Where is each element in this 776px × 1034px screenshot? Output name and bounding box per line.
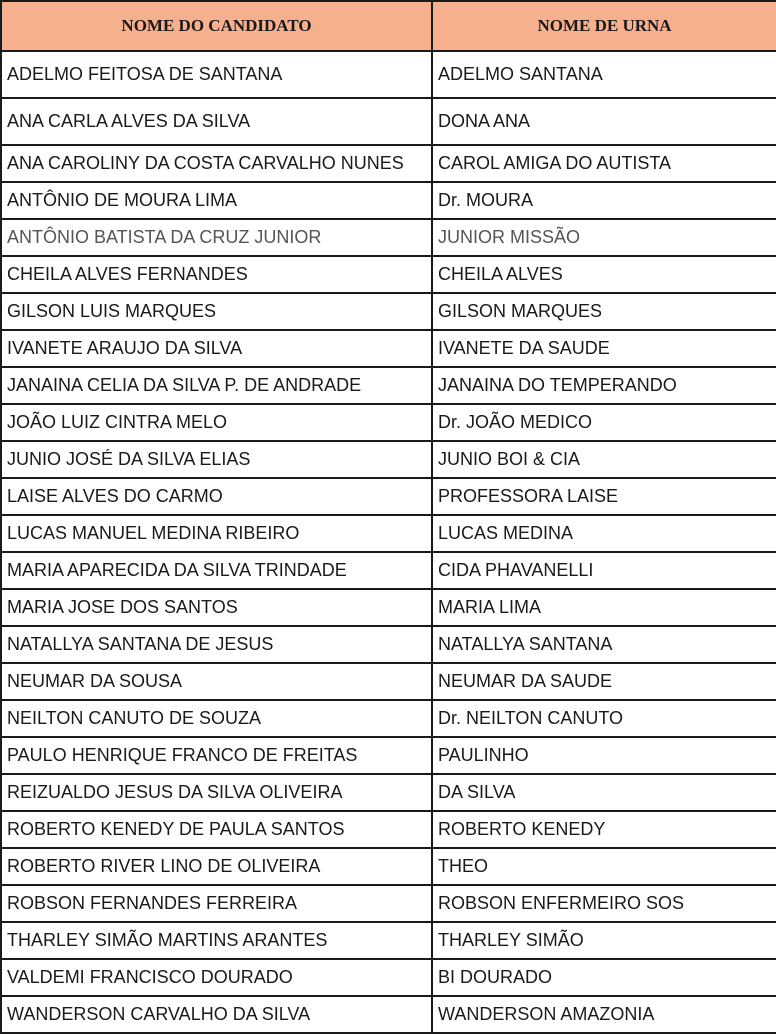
table-row [1, 219, 776, 256]
ballot-name-cell: THARLEY SIMÃO [432, 922, 776, 959]
candidate-name-cell: NEUMAR DA SOUSA [1, 663, 432, 700]
ballot-name-cell: ROBSON ENFERMEIRO SOS [432, 885, 776, 922]
candidate-name-cell: VALDEMI FRANCISCO DOURADO [1, 959, 432, 996]
table-row [1, 959, 776, 996]
candidate-name-cell: JUNIO JOSÉ DA SILVA ELIAS [1, 441, 432, 478]
table-row [1, 996, 776, 1033]
candidate-name-cell: WANDERSON CARVALHO DA SILVA [1, 996, 432, 1033]
candidate-name-cell: NATALLYA SANTANA DE JESUS [1, 626, 432, 663]
candidate-name-cell: THARLEY SIMÃO MARTINS ARANTES [1, 922, 432, 959]
table-row [1, 330, 776, 367]
ballot-name-cell: MARIA LIMA [432, 589, 776, 626]
table-row [1, 885, 776, 922]
table-row [1, 367, 776, 404]
ballot-name-cell: NEUMAR DA SAUDE [432, 663, 776, 700]
candidate-name-cell: LAISE ALVES DO CARMO [1, 478, 432, 515]
ballot-name-cell: CHEILA ALVES [432, 256, 776, 293]
candidate-name-cell: ROBERTO KENEDY DE PAULA SANTOS [1, 811, 432, 848]
table-row [1, 515, 776, 552]
ballot-name-cell: WANDERSON AMAZONIA [432, 996, 776, 1033]
candidate-name-cell: IVANETE ARAUJO DA SILVA [1, 330, 432, 367]
candidate-name-cell: ANTÔNIO DE MOURA LIMA [1, 182, 432, 219]
candidate-name-cell: MARIA APARECIDA DA SILVA TRINDADE [1, 552, 432, 589]
ballot-name-cell: LUCAS MEDINA [432, 515, 776, 552]
candidate-name-cell: REIZUALDO JESUS DA SILVA OLIVEIRA [1, 774, 432, 811]
table-row [1, 145, 776, 182]
candidate-name-cell: LUCAS MANUEL MEDINA RIBEIRO [1, 515, 432, 552]
table-row [1, 182, 776, 219]
candidate-name-cell: JANAINA CELIA DA SILVA P. DE ANDRADE [1, 367, 432, 404]
ballot-name-cell: IVANETE DA SAUDE [432, 330, 776, 367]
ballot-name-cell: CAROL AMIGA DO AUTISTA [432, 145, 776, 182]
table-row [1, 626, 776, 663]
candidate-name-cell: ANA CAROLINY DA COSTA CARVALHO NUNES [1, 145, 432, 182]
table-row [1, 811, 776, 848]
ballot-name-cell: DA SILVA [432, 774, 776, 811]
ballot-name-cell: Dr. JOÃO MEDICO [432, 404, 776, 441]
table-row [1, 98, 776, 145]
table-row [1, 552, 776, 589]
ballot-name-cell: ADELMO SANTANA [432, 51, 776, 98]
ballot-name-cell: NATALLYA SANTANA [432, 626, 776, 663]
candidate-name-cell: ROBSON FERNANDES FERREIRA [1, 885, 432, 922]
ballot-name-cell: PROFESSORA LAISE [432, 478, 776, 515]
candidate-name-cell: CHEILA ALVES FERNANDES [1, 256, 432, 293]
ballot-name-cell: PAULINHO [432, 737, 776, 774]
ballot-name-cell: GILSON MARQUES [432, 293, 776, 330]
table-row [1, 922, 776, 959]
candidate-name-cell: JOÃO LUIZ CINTRA MELO [1, 404, 432, 441]
table-row [1, 293, 776, 330]
ballot-name-cell: Dr. MOURA [432, 182, 776, 219]
table-row [1, 700, 776, 737]
ballot-name-cell: JUNIO BOI & CIA [432, 441, 776, 478]
header-candidate-name: NOME DO CANDIDATO [1, 1, 432, 51]
ballot-name-cell: ROBERTO KENEDY [432, 811, 776, 848]
header-ballot-name: NOME DE URNA [432, 1, 776, 51]
ballot-name-cell: JUNIOR MISSÃO [432, 219, 776, 256]
candidate-name-cell: MARIA JOSE DOS SANTOS [1, 589, 432, 626]
table-row [1, 737, 776, 774]
ballot-name-cell: CIDA PHAVANELLI [432, 552, 776, 589]
candidate-name-cell: ANTÔNIO BATISTA DA CRUZ JUNIOR [1, 219, 432, 256]
table-row [1, 404, 776, 441]
candidate-name-cell: GILSON LUIS MARQUES [1, 293, 432, 330]
table-row [1, 256, 776, 293]
table-row [1, 848, 776, 885]
table-row [1, 478, 776, 515]
ballot-name-cell: Dr. NEILTON CANUTO [432, 700, 776, 737]
ballot-name-cell: JANAINA DO TEMPERANDO [432, 367, 776, 404]
ballot-name-cell: THEO [432, 848, 776, 885]
candidate-name-cell: PAULO HENRIQUE FRANCO DE FREITAS [1, 737, 432, 774]
candidate-name-cell: ANA CARLA ALVES DA SILVA [1, 98, 432, 145]
header-row [1, 1, 776, 51]
candidate-name-cell: NEILTON CANUTO DE SOUZA [1, 700, 432, 737]
table-row [1, 441, 776, 478]
table-row [1, 663, 776, 700]
candidate-name-cell: ROBERTO RIVER LINO DE OLIVEIRA [1, 848, 432, 885]
table-row [1, 51, 776, 98]
table-row [1, 589, 776, 626]
candidate-name-cell: ADELMO FEITOSA DE SANTANA [1, 51, 432, 98]
ballot-name-cell: DONA ANA [432, 98, 776, 145]
ballot-name-cell: BI DOURADO [432, 959, 776, 996]
table-row [1, 774, 776, 811]
